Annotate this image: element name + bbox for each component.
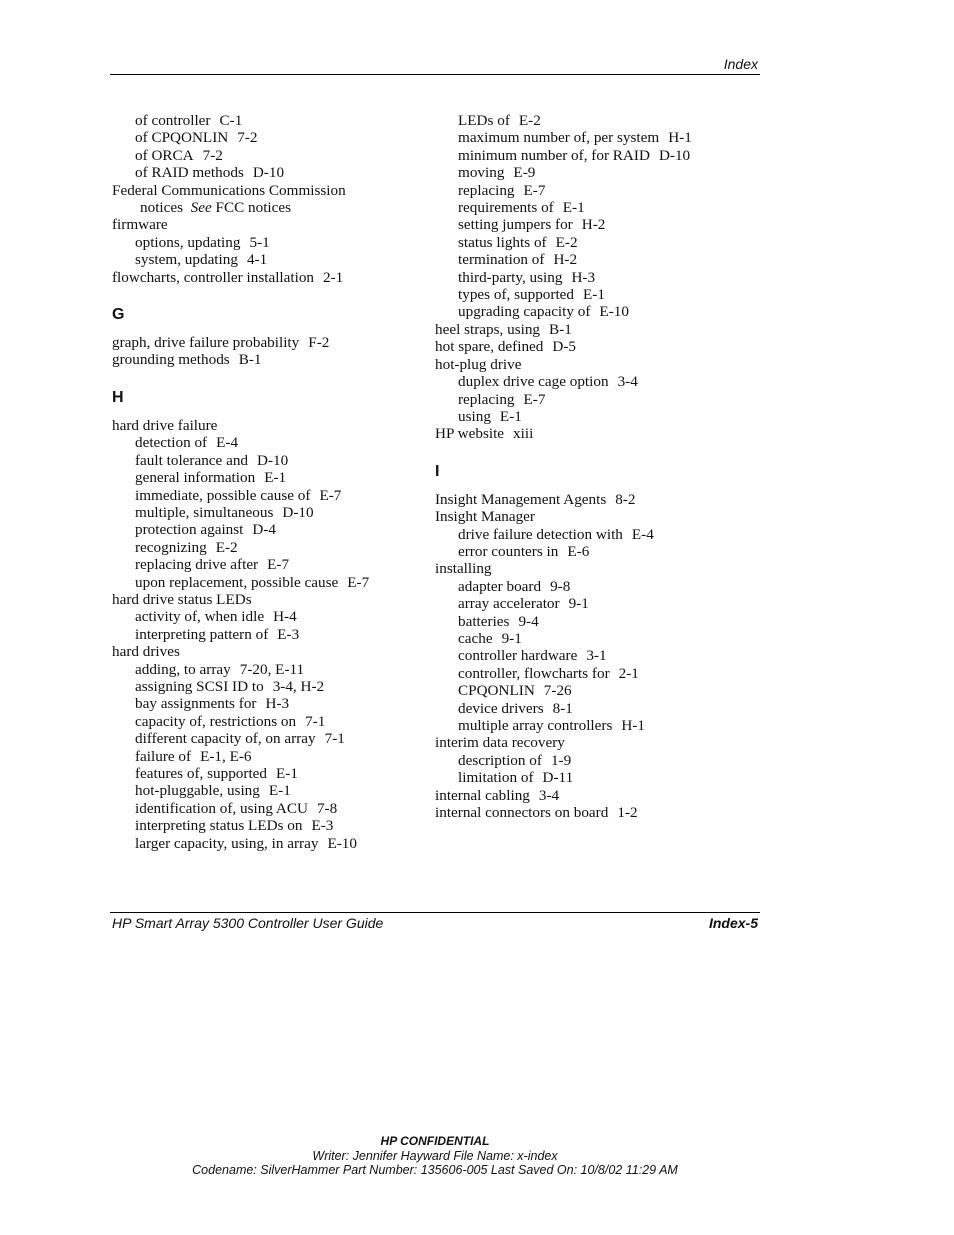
index-subentry: [112, 608, 424, 625]
index-subentry: [435, 717, 755, 734]
index-subentry: [435, 251, 755, 268]
index-entry-text: limitation of: [458, 769, 534, 787]
index-page-reference: 9-4: [518, 612, 539, 630]
index-page-reference: E-1: [562, 199, 585, 217]
index-entry-text: protection against: [135, 521, 244, 539]
index-subentry: [112, 835, 424, 852]
index-subentry: [112, 765, 424, 782]
index-subentry: [435, 700, 755, 717]
index-entry-text: types of, supported: [458, 286, 574, 304]
index-entry-text: hot spare, defined: [435, 338, 544, 356]
index-entry-text: array accelerator: [458, 595, 560, 613]
index-entry-text: heel straps, using: [435, 320, 541, 338]
index-entry-text: internal cabling: [435, 786, 530, 804]
index-entry-text: of controller: [135, 112, 211, 129]
index-entry-text: interpreting pattern of: [135, 625, 269, 643]
index-page-reference: H-1: [621, 717, 645, 734]
index-entry-text: larger capacity, using, in array: [135, 834, 319, 852]
index-page-reference: E-2: [555, 233, 578, 251]
index-page-reference: E-9: [513, 164, 536, 182]
index-entry-text: drive failure detection with: [458, 525, 623, 543]
index-entry-text: interim data recovery: [435, 734, 565, 752]
index-entry: [112, 216, 424, 233]
index-entry-text: HP website: [435, 425, 505, 443]
index-entry-text: Insight Manager: [435, 508, 535, 526]
index-page-reference: E-1: [264, 469, 287, 487]
index-page-reference: 3-4: [617, 373, 638, 391]
index-subentry: [435, 665, 755, 682]
index-page-reference: E-3: [277, 625, 300, 643]
index-entry: [112, 643, 424, 660]
index-page-reference: 3-4, H-2: [272, 677, 325, 695]
index-page-reference: E-10: [599, 303, 629, 321]
index-subentry: [435, 391, 755, 408]
index-entry-text: replacing: [458, 390, 515, 408]
index-subentry: [435, 303, 755, 320]
index-subentry: [112, 539, 424, 556]
index-entry-text: termination of: [458, 251, 545, 269]
index-page-reference: H-3: [571, 268, 596, 286]
index-subentry: [435, 112, 755, 129]
index-page-reference: H-2: [553, 251, 578, 269]
index-column-left: [112, 112, 424, 852]
index-entry-text: status lights of: [458, 233, 547, 251]
index-entry-text: hard drives: [112, 643, 180, 661]
index-entry-text: hot-pluggable, using: [135, 782, 260, 800]
index-subentry: [112, 521, 424, 538]
index-page-reference: E-7: [523, 181, 546, 199]
index-page-reference: 1-2: [617, 804, 638, 822]
index-page-reference: E-2: [518, 112, 541, 129]
index-entry-text: Insight Management Agents: [435, 490, 607, 508]
index-entry-text: options, updating: [135, 233, 241, 251]
index-subentry: [112, 730, 424, 747]
index-subentry: [435, 408, 755, 425]
index-entry-text: description of: [458, 751, 542, 769]
index-entry-text: of CPQONLIN: [135, 129, 229, 147]
index-page-reference: D-10: [257, 451, 289, 469]
index-entry: [435, 560, 755, 577]
index-entry-text: notices: [140, 199, 184, 217]
index-subentry: [435, 595, 755, 612]
index-subentry: [435, 543, 755, 560]
index-page-reference: 7-8: [316, 799, 338, 817]
index-subentry: [435, 234, 755, 251]
index-page-reference: E-3: [311, 817, 334, 835]
index-entry: [112, 334, 424, 351]
index-entry: [112, 351, 424, 368]
index-entry-text: minimum number of, for RAID: [458, 146, 650, 164]
index-entry: [112, 199, 424, 216]
index-page-reference: E-1, E-6: [200, 747, 252, 765]
index-entry: [435, 321, 755, 338]
index-page-reference: 9-1: [568, 595, 589, 613]
index-subentry: [112, 678, 424, 695]
index-entry-text: features of, supported: [135, 765, 268, 782]
index-subentry: [112, 234, 424, 251]
index-entry: [112, 417, 424, 434]
index-subentry: [112, 556, 424, 573]
index-entry-text: different capacity of, on array: [135, 730, 316, 748]
index-subentry: [435, 269, 755, 286]
index-subentry: [435, 578, 755, 595]
index-entry-text: third-party, using: [458, 268, 563, 286]
index-page-reference: 3-4: [538, 786, 560, 804]
index-page-reference: E-1: [268, 782, 291, 800]
index-subentry: [112, 661, 424, 678]
index-entry-text: detection of: [135, 434, 208, 452]
index-subentry: [112, 487, 424, 504]
index-entry-text: device drivers: [458, 699, 544, 717]
index-entry-text: fault tolerance and: [135, 451, 249, 469]
index-entry-text: using: [458, 407, 491, 425]
index-subentry: [435, 147, 755, 164]
index-entry: [112, 591, 424, 608]
index-entry: [112, 269, 424, 286]
index-subentry: [435, 199, 755, 216]
index-entry-text: immediate, possible cause of: [135, 486, 311, 504]
index-entry-text: graph, drive failure probability: [112, 334, 300, 352]
index-entry-text: interpreting status LEDs on: [135, 817, 303, 835]
footer-rule: [110, 912, 760, 913]
index-page-reference: H-3: [265, 695, 290, 713]
index-subentry: [112, 695, 424, 712]
index-subentry: [112, 800, 424, 817]
index-entry-text: duplex drive cage option: [458, 373, 609, 391]
footer-book-title: HP Smart Array 5300 Controller User Guide: [112, 915, 384, 931]
index-entry-text: internal connectors on board: [435, 804, 609, 822]
index-entry: [112, 182, 424, 199]
index-page-reference: 7-26: [543, 682, 572, 700]
index-subentry: [112, 748, 424, 765]
index-section-letter: I: [435, 462, 440, 480]
index-entry-text: failure of: [135, 747, 192, 765]
index-subentry: [435, 613, 755, 630]
index-entry-text: adding, to array: [135, 660, 231, 678]
index-entry-text: grounding methods: [112, 351, 230, 369]
index-page-reference: E-1: [583, 286, 605, 304]
index-page-reference: E-2: [215, 538, 238, 556]
index-subentry: [435, 129, 755, 146]
index-entry-text: system, updating: [135, 251, 238, 269]
index-page-reference: B-1: [238, 351, 262, 369]
index-entry-text: multiple, simultaneous: [135, 503, 274, 521]
footer-page-number: Index-5: [708, 915, 758, 931]
index-subentry: [112, 713, 424, 730]
index-page-reference: 8-2: [615, 490, 636, 508]
index-page-reference: 5-1: [249, 233, 270, 251]
index-entry-text: hard drive status LEDs: [112, 590, 252, 608]
index-subentry: [435, 752, 755, 769]
index-entry-text: general information: [135, 469, 256, 487]
index-page-reference: 2-1: [618, 664, 639, 682]
index-page-reference: D-5: [552, 338, 577, 356]
confidential-part-line: Codename: SilverHammer Part Number: 135606-005 Last Saved On: 10/8/02 11:29 AM: [192, 1163, 678, 1177]
index-entry-text: multiple array controllers: [458, 717, 613, 734]
index-entry-text: upgrading capacity of: [458, 303, 591, 321]
index-entry-text: batteries: [458, 612, 510, 630]
index-entry-text: hot-plug drive: [435, 355, 522, 373]
index-column-right: [435, 112, 755, 821]
index-page-reference: E-7: [319, 486, 342, 504]
index-subentry: [435, 286, 755, 303]
index-subentry: [112, 434, 424, 451]
running-header-title: Index: [723, 56, 758, 72]
index-entry-text: adapter board: [458, 577, 542, 595]
index-page-reference: 2-1: [323, 268, 344, 286]
index-entry: [435, 356, 755, 373]
index-page-reference: 7-2: [237, 129, 258, 147]
index-subentry: [112, 782, 424, 799]
index-page-reference: E-1: [499, 407, 522, 425]
index-entry-text: replacing drive after: [135, 556, 259, 574]
index-page-reference: E-6: [567, 542, 590, 560]
index-subentry: [435, 647, 755, 664]
index-subentry: [112, 574, 424, 591]
index-page-reference: 9-1: [501, 629, 522, 647]
index-entry-text: recognizing: [135, 538, 207, 556]
header-rule: [110, 74, 760, 75]
index-entry-text: assigning SCSI ID to: [135, 677, 264, 695]
index-section-letter: G: [112, 306, 125, 324]
index-entry: [435, 787, 755, 804]
index-entry-text: firmware: [112, 216, 168, 234]
index-subentry: [112, 129, 424, 146]
confidential-writer-line: Writer: Jennifer Hayward File Name: x-index: [312, 1149, 558, 1163]
index-entry: [435, 508, 755, 525]
index-entry-text: installing: [435, 560, 492, 578]
index-page-reference: E-10: [327, 834, 357, 852]
index-entry-text: capacity of, restrictions on: [135, 712, 297, 730]
index-subentry: [435, 630, 755, 647]
index-entry-text: activity of, when idle: [135, 608, 265, 626]
index-entry: [435, 804, 755, 821]
index-subentry: [112, 147, 424, 164]
index-page-reference: 1-9: [550, 751, 572, 769]
index-page-reference: 7-1: [305, 712, 326, 730]
index-subentry: [435, 526, 755, 543]
index-entry-text: identification of, using ACU: [135, 799, 308, 817]
index-subentry: [112, 112, 424, 129]
index-entry-text: of ORCA: [135, 146, 194, 164]
index-entry-text: Federal Communications Commission: [112, 181, 346, 199]
index-entry-text: setting jumpers for: [458, 216, 573, 234]
index-subentry: [435, 682, 755, 699]
index-entry-text: LEDs of: [458, 112, 510, 129]
index-page-reference: C-1: [219, 112, 243, 129]
index-entry-text: bay assignments for: [135, 695, 257, 713]
index-page-reference: D-4: [252, 521, 277, 539]
index-page-reference: E-4: [216, 434, 239, 452]
index-page-reference: 7-2: [202, 146, 223, 164]
index-page-reference: E-7: [347, 573, 370, 591]
index-entry: [435, 425, 755, 442]
index-subentry: [112, 817, 424, 834]
index-subentry: [435, 182, 755, 199]
index-page-reference: E-7: [267, 556, 290, 574]
index-subentry: [435, 164, 755, 181]
index-page-reference: 9-8: [550, 577, 571, 595]
index-entry-text: cache: [458, 629, 493, 647]
index-entry-text: hard drive failure: [112, 416, 218, 434]
index-subentry: [112, 469, 424, 486]
index-subentry: [435, 769, 755, 786]
index-page-reference: 3-1: [586, 647, 607, 665]
index-page-reference: xiii: [513, 425, 534, 443]
index-entry: [435, 734, 755, 751]
index-page-reference: B-1: [549, 320, 572, 338]
index-entry-text: requirements of: [458, 199, 554, 217]
index-page-reference: H-1: [668, 129, 692, 147]
index-page-reference: 7-1: [324, 730, 345, 748]
index-entry-text: error counters in: [458, 542, 559, 560]
index-subentry: [112, 504, 424, 521]
index-subentry: [112, 626, 424, 643]
index-page-reference: 8-1: [552, 699, 573, 717]
index-page-reference: E-7: [523, 390, 546, 408]
index-page-reference: D-10: [282, 503, 314, 521]
index-section-letter: H: [112, 388, 124, 406]
see-reference-label: See: [190, 199, 212, 217]
confidential-label: HP CONFIDENTIAL: [380, 1134, 490, 1148]
index-entry-text: CPQONLIN: [458, 682, 535, 700]
index-entry-text: replacing: [458, 181, 515, 199]
index-entry-text: controller hardware: [458, 647, 578, 665]
index-entry-text: upon replacement, possible cause: [135, 573, 339, 591]
index-page-reference: D-11: [542, 769, 574, 787]
index-page-reference: E-4: [631, 525, 654, 543]
see-reference-target: FCC notices: [215, 199, 292, 217]
index-page-reference: D-10: [658, 146, 691, 164]
index-subentry: [435, 216, 755, 233]
index-subentry: [112, 164, 424, 181]
index-page-reference: 7-20, E-11: [239, 660, 305, 678]
index-page-reference: F-2: [308, 334, 330, 352]
index-entry: [435, 491, 755, 508]
index-entry-text: moving: [458, 164, 505, 182]
index-page-reference: 4-1: [246, 251, 268, 269]
index-page-reference: D-10: [252, 164, 285, 182]
index-entry-text: of RAID methods: [135, 164, 244, 182]
index-page-reference: E-1: [276, 765, 298, 782]
index-entry-text: maximum number of, per system: [458, 129, 660, 147]
index-subentry: [112, 452, 424, 469]
index-subentry: [112, 251, 424, 268]
index-entry-text: controller, flowcharts for: [458, 664, 610, 682]
index-subentry: [435, 373, 755, 390]
index-page-reference: H-4: [273, 608, 297, 626]
index-page-reference: H-2: [581, 216, 606, 234]
index-entry-text: flowcharts, controller installation: [112, 268, 315, 286]
index-entry: [435, 338, 755, 355]
